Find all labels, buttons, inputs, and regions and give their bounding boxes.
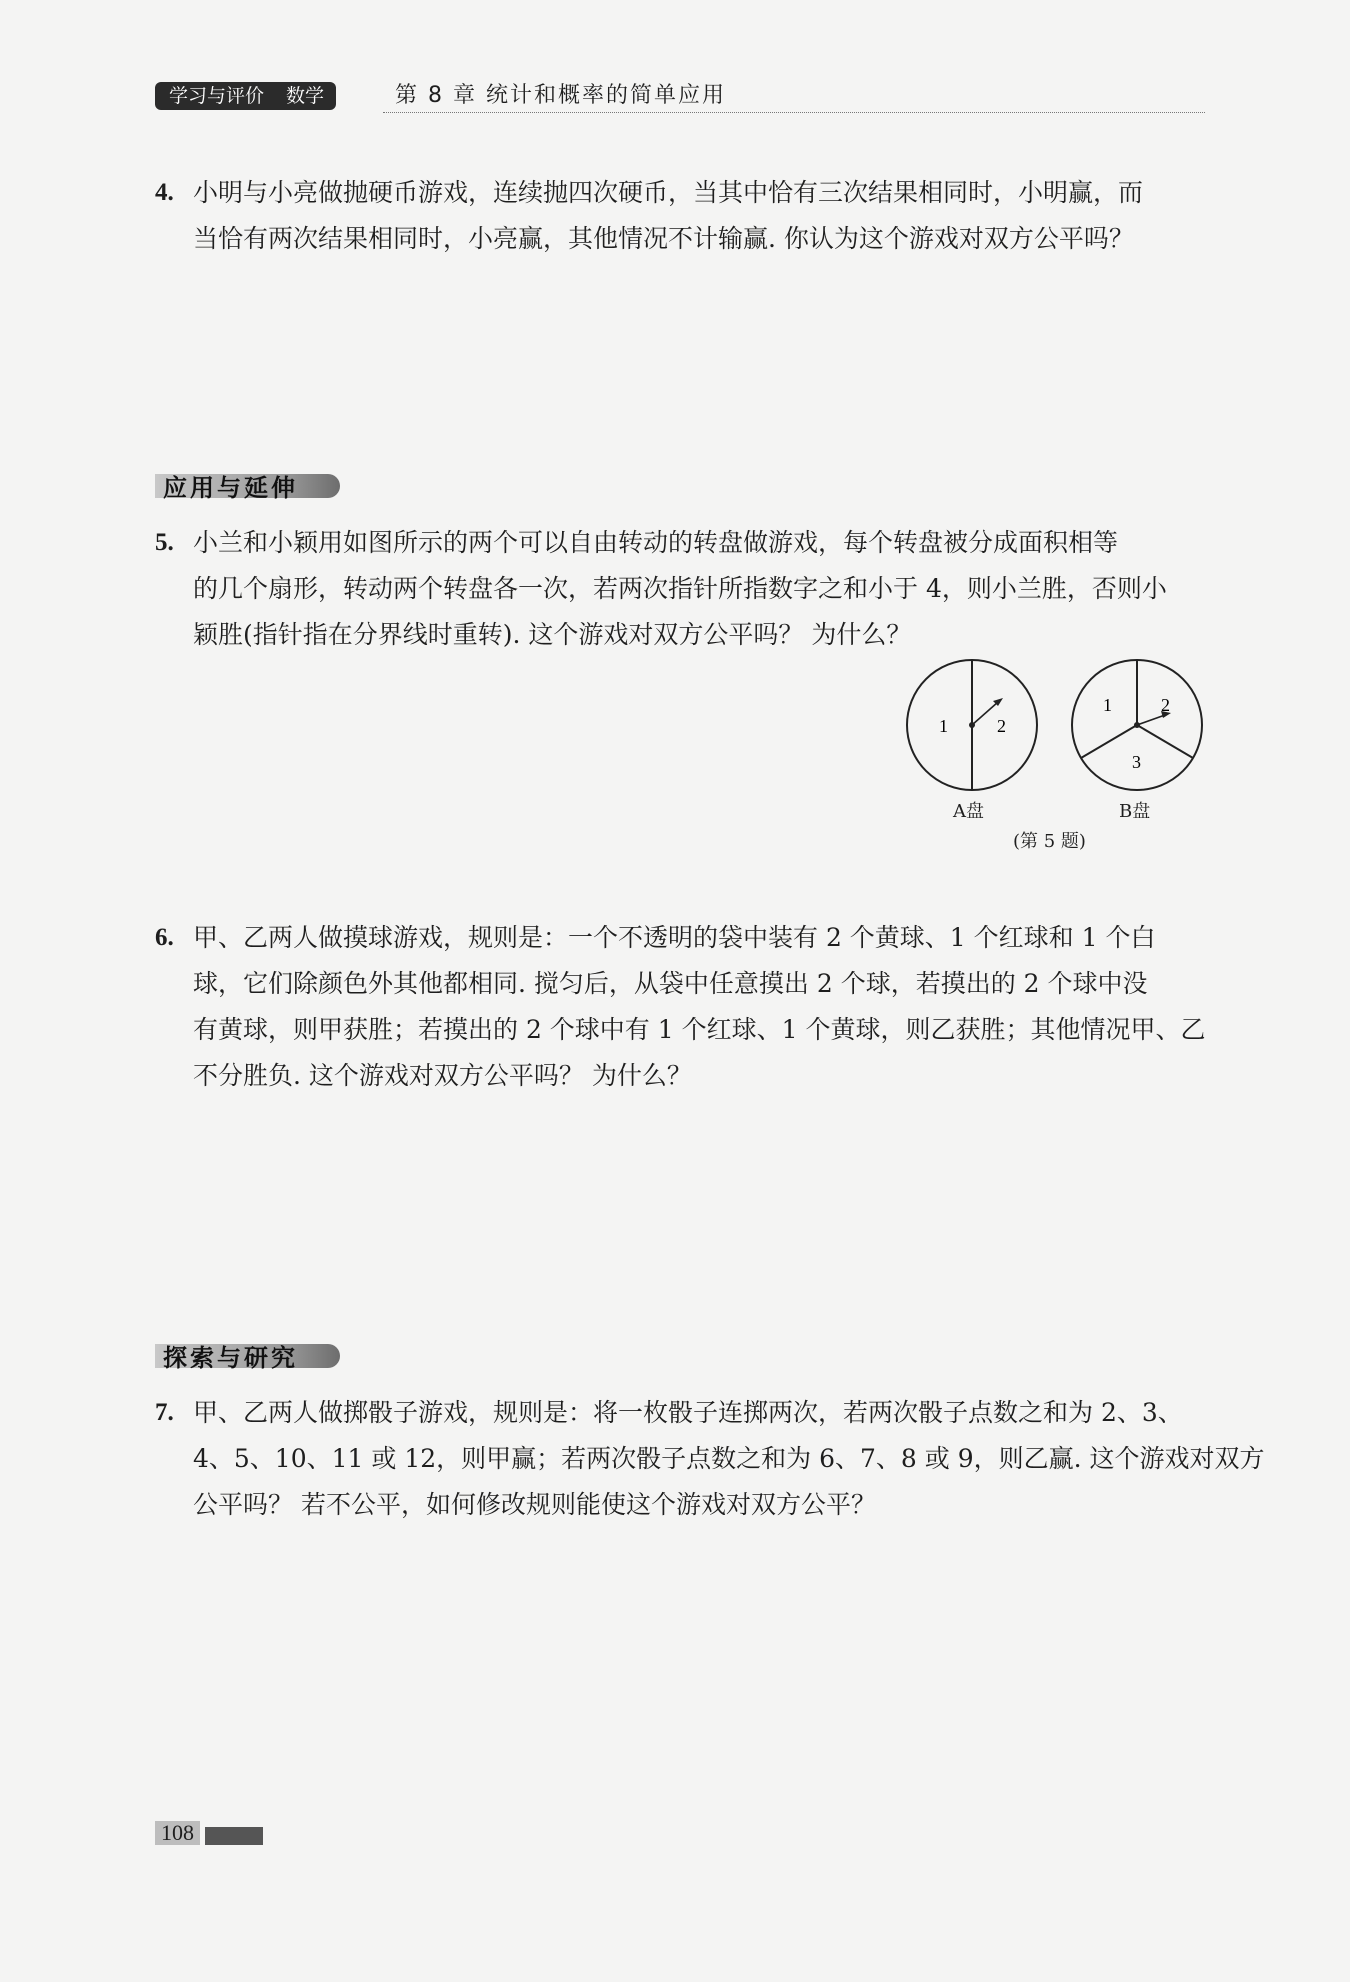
question-line: 小兰和小颖用如图所示的两个可以自由转动的转盘做游戏，每个转盘被分成面积相等 bbox=[193, 528, 1119, 557]
question-line: 公平吗？ 若不公平，如何修改规则能使这个游戏对双方公平？ bbox=[193, 1490, 876, 1519]
question-line: 有黄球，则甲获胜；若摸出的 2 个球中有 1 个红球、1 个黄球，则乙获胜；其他情况甲、乙 bbox=[193, 1015, 1206, 1044]
question-number: 5. bbox=[155, 529, 174, 556]
question-line: 不分胜负. 这个游戏对双方公平吗？ 为什么？ bbox=[193, 1061, 692, 1090]
sector-label: 2 bbox=[997, 716, 1006, 736]
sector-label: 1 bbox=[939, 716, 948, 736]
question-line: 小明与小亮做抛硬币游戏，连续抛四次硬币，当其中恰有三次结果相同时，小明赢，而 bbox=[193, 178, 1144, 207]
header-divider bbox=[383, 112, 1205, 113]
book-title-badge bbox=[155, 82, 336, 110]
question-6 bbox=[155, 915, 1206, 1099]
sector-label: 3 bbox=[1132, 752, 1141, 772]
disk-a-label: A盘 bbox=[953, 801, 984, 822]
chapter-title: 第 8 章 统计和概率的简单应用 bbox=[395, 83, 726, 108]
book-subject: 数学 bbox=[286, 85, 325, 107]
book-series-title: 学习与评价 bbox=[169, 85, 265, 107]
spinner-drawing bbox=[895, 655, 1225, 855]
question-line: 的几个扇形，转动两个转盘各一次，若两次指针所指数字之和小于 4，则小兰胜，否则小 bbox=[193, 574, 1167, 603]
pointer-arrow-a bbox=[972, 702, 998, 725]
spinner-disk-b bbox=[1072, 660, 1202, 790]
section-title: 探索与研究 bbox=[163, 1344, 298, 1372]
section-banner-exploration bbox=[155, 1338, 340, 1372]
section-title: 应用与延伸 bbox=[163, 474, 298, 502]
question-line: 颖胜(指针指在分界线时重转). 这个游戏对双方公平吗？ 为什么？ bbox=[193, 620, 912, 649]
question-number: 4. bbox=[155, 179, 174, 206]
question-line: 球，它们除颜色外其他都相同. 搅匀后，从袋中任意摸出 2 个球，若摸出的 2 个球中没 bbox=[193, 969, 1148, 998]
question-7 bbox=[155, 1390, 1265, 1528]
section-banner-application bbox=[155, 468, 340, 502]
sector-label: 1 bbox=[1103, 695, 1112, 715]
page-number-tab bbox=[155, 1821, 263, 1845]
pointer-arrow-b bbox=[1137, 715, 1165, 725]
question-line: 4、5、10、11 或 12，则甲赢；若两次骰子点数之和为 6、7、8 或 9，则乙赢. 这个游戏对双方 bbox=[193, 1444, 1265, 1473]
figure-caption: (第 5 题) bbox=[1013, 831, 1086, 852]
question-line: 甲、乙两人做摸球游戏，规则是：一个不透明的袋中装有 2 个黄球、1 个红球和 1 个白 bbox=[193, 923, 1156, 952]
page-number: 108 bbox=[155, 1821, 200, 1845]
spinner-disk-a bbox=[907, 660, 1037, 790]
question-number: 6. bbox=[155, 924, 174, 951]
question-5 bbox=[155, 520, 1203, 658]
sector-label: 2 bbox=[1161, 695, 1170, 715]
page-number-bar bbox=[205, 1827, 263, 1845]
question-line: 甲、乙两人做掷骰子游戏，规则是：将一枚骰子连掷两次，若两次骰子点数之和为 2、3、 bbox=[193, 1398, 1183, 1427]
spinner-figure bbox=[895, 655, 1225, 855]
question-line: 当恰有两次结果相同时，小亮赢，其他情况不计输赢. 你认为这个游戏对双方公平吗？ bbox=[193, 224, 1134, 253]
question-4 bbox=[155, 170, 1203, 262]
disk-b-label: B盘 bbox=[1119, 801, 1151, 822]
page-header bbox=[155, 80, 1205, 116]
question-number: 7. bbox=[155, 1399, 174, 1426]
